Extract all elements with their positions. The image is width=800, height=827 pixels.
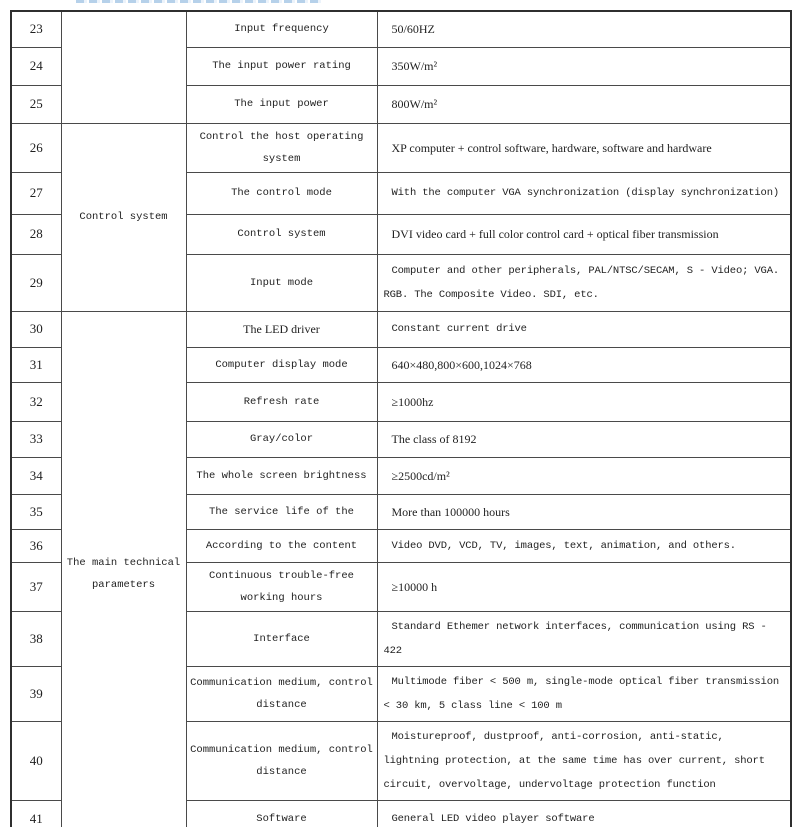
clipped-header-text — [76, 0, 322, 3]
parameter-cell: The whole screen brightness — [186, 457, 377, 494]
table-row — [11, 123, 791, 172]
category-cell: The main technical parameters — [61, 311, 186, 827]
parameter-cell: Interface — [186, 611, 377, 666]
value-cell: Standard Ethemer network interfaces, communication using RS - 422 — [377, 611, 791, 666]
value-cell: More than 100000 hours — [377, 494, 791, 529]
row-number-cell: 34 — [11, 457, 61, 494]
parameter-cell: The input power — [186, 85, 377, 123]
row-number-cell: 27 — [11, 172, 61, 214]
row-number-cell: 33 — [11, 421, 61, 457]
value-cell: 640×480,800×600,1024×768 — [377, 347, 791, 382]
value-cell: ≥10000 h — [377, 562, 791, 611]
value-cell: The class of 8192 — [377, 421, 791, 457]
value-cell: XP computer + control software, hardware, software and hardware — [377, 123, 791, 172]
value-cell: Constant current drive — [377, 311, 791, 347]
parameter-cell: Control the host operating system — [186, 123, 377, 172]
category-cell — [61, 11, 186, 123]
row-number-cell: 40 — [11, 721, 61, 800]
row-number-cell: 31 — [11, 347, 61, 382]
parameter-cell: Communication medium, control distance — [186, 666, 377, 721]
value-cell: Moistureproof, dustproof, anti-corrosion, anti-static, lightning protection, at the same time has over current, short circuit, overvoltage, undervoltage protection function — [377, 721, 791, 800]
parameter-cell: Input mode — [186, 254, 377, 311]
parameter-cell: According to the content — [186, 529, 377, 562]
row-number-cell: 26 — [11, 123, 61, 172]
parameter-cell: Control system — [186, 214, 377, 254]
parameter-cell: The service life of the — [186, 494, 377, 529]
row-number-cell: 30 — [11, 311, 61, 347]
value-cell: 50/60HZ — [377, 11, 791, 47]
parameter-cell: Continuous trouble-free working hours — [186, 562, 377, 611]
parameter-cell: Computer display mode — [186, 347, 377, 382]
parameter-cell: The LED driver — [186, 311, 377, 347]
value-cell: DVI video card + full color control card + optical fiber transmission — [377, 214, 791, 254]
row-number-cell: 24 — [11, 47, 61, 85]
row-number-cell: 37 — [11, 562, 61, 611]
row-number-cell: 35 — [11, 494, 61, 529]
row-number-cell: 38 — [11, 611, 61, 666]
row-number-cell: 36 — [11, 529, 61, 562]
value-cell: Computer and other peripherals, PAL/NTSC/SECAM, S - Video; VGA. RGB. The Composite Video. SDI, etc. — [377, 254, 791, 311]
value-cell: Multimode fiber < 500 m, single-mode optical fiber transmission < 30 km, 5 class line < 100 m — [377, 666, 791, 721]
parameter-cell: Refresh rate — [186, 382, 377, 421]
value-cell: With the computer VGA synchronization (display synchronization) — [377, 172, 791, 214]
parameter-cell: Communication medium, control distance — [186, 721, 377, 800]
row-number-cell: 41 — [11, 800, 61, 827]
parameter-cell: Software — [186, 800, 377, 827]
parameter-cell: The control mode — [186, 172, 377, 214]
value-cell: General LED video player software — [377, 800, 791, 827]
spec-table — [10, 10, 792, 827]
value-cell: ≥2500cd/m² — [377, 457, 791, 494]
parameter-cell: Gray/color — [186, 421, 377, 457]
parameter-cell: Input frequency — [186, 11, 377, 47]
row-number-cell: 39 — [11, 666, 61, 721]
row-number-cell: 32 — [11, 382, 61, 421]
parameter-cell: The input power rating — [186, 47, 377, 85]
value-cell: ≥1000hz — [377, 382, 791, 421]
value-cell: Video DVD, VCD, TV, images, text, animation, and others. — [377, 529, 791, 562]
row-number-cell: 23 — [11, 11, 61, 47]
value-cell: 800W/m² — [377, 85, 791, 123]
row-number-cell: 25 — [11, 85, 61, 123]
table-row — [11, 11, 791, 47]
category-cell: Control system — [61, 123, 186, 311]
value-cell: 350W/m² — [377, 47, 791, 85]
row-number-cell: 29 — [11, 254, 61, 311]
table-row — [11, 311, 791, 347]
row-number-cell: 28 — [11, 214, 61, 254]
